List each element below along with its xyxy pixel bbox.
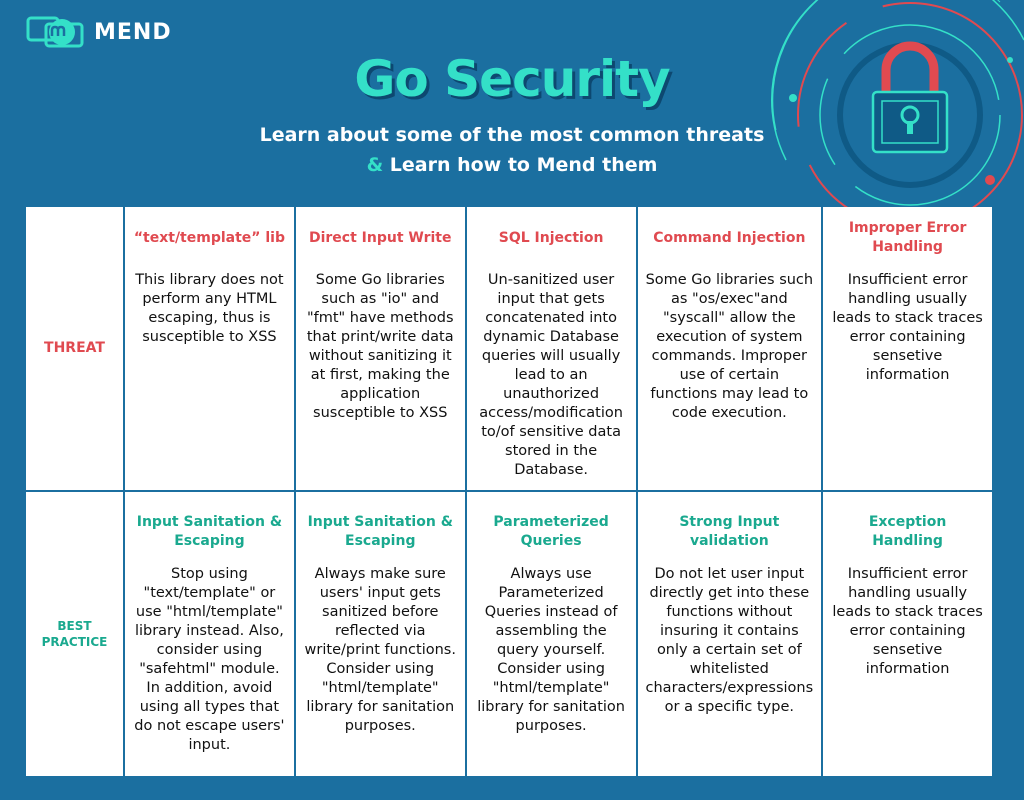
page-title: Go Security	[354, 50, 670, 108]
best-practice-description: Insufficient error handling usually leads to stack traces error containing sensetive information	[832, 566, 983, 677]
best-practice-description: Stop using "text/template" or use "html/template" library instead. Also, consider using "safehtml" module. In addition, avoid using all types that do not escape users' input.	[134, 566, 285, 753]
best-practice-title: Strong Input validation	[679, 514, 780, 549]
row-label-threat	[26, 207, 123, 490]
subtitle-line-2	[0, 150, 1024, 180]
threat-title: Direct Input Write	[308, 229, 452, 246]
best-practice-label	[42, 618, 108, 650]
threat-title: Command Injection	[653, 229, 806, 246]
page-subtitle	[0, 120, 1024, 180]
threat-cell	[638, 207, 822, 490]
best-practice-description: Always make sure users' input gets sanitized before reflected via write/print functions. Consider using "html/template" library for sanitation purposes.	[304, 566, 456, 734]
threat-description: Some Go libraries such as "os/exec"and "syscall" allow the execution of system commands. Improper use of certain functions may lead to code execution.	[645, 272, 814, 421]
threat-title: Improper Error Handling	[848, 220, 967, 255]
ampersand: &	[366, 154, 384, 176]
best-practice-cell	[823, 492, 992, 776]
threats-table	[26, 207, 992, 774]
best-practice-cell	[638, 492, 822, 776]
best-practice-description: Always use Parameterized Queries instead of assembling the query yourself. Consider using "html/template" library for sanitation purposes.	[477, 566, 625, 734]
best-practice-title: Input Sanitation & Escaping	[307, 514, 453, 549]
threat-cell	[467, 207, 636, 490]
best-practice-description: Do not let user input directly get into these functions without insuring it contains only a certain set of whitelisted characters/expressions or a specific type.	[645, 566, 814, 715]
threat-title: SQL Injection	[498, 229, 604, 246]
threat-label: THREAT	[44, 340, 105, 356]
threat-description: Insufficient error handling usually leads to stack traces error containing sensetive information	[832, 272, 983, 383]
threat-cell	[296, 207, 465, 490]
best-practice-cell	[467, 492, 636, 776]
threat-description: Un-sanitized user input that gets concatenated into dynamic Database queries will usually lead to an unauthorized access/modification to/of sensitive data stored in the Database.	[479, 272, 623, 478]
best-practice-label-line-1: BEST	[57, 619, 92, 633]
row-label-best-practice	[26, 492, 123, 776]
best-practice-cell	[125, 492, 294, 776]
threat-cell	[823, 207, 992, 490]
subtitle-line-2-text: Learn how to Mend them	[383, 154, 658, 176]
best-practice-title: Input Sanitation & Escaping	[136, 514, 283, 549]
subtitle-line-1: Learn about some of the most common threats	[259, 124, 765, 146]
threat-description: This library does not perform any HTML escaping, thus is susceptible to XSS	[135, 272, 284, 345]
threat-cell	[125, 207, 294, 490]
threat-description: Some Go libraries such as "io" and "fmt" have methods that print/write data without sanitizing it at first, making the application susceptible to XSS	[306, 272, 454, 421]
best-practice-label-line-2: PRACTICE	[41, 635, 108, 649]
best-practice-cell	[296, 492, 465, 776]
best-practice-title: Exception Handling	[868, 514, 947, 549]
threat-title: “text/template” lib	[133, 229, 285, 246]
brand-logo	[26, 16, 172, 48]
best-practice-title: Parameterized Queries	[493, 514, 609, 549]
brand-name: MEND	[94, 19, 172, 45]
mend-logo-icon	[26, 16, 84, 48]
